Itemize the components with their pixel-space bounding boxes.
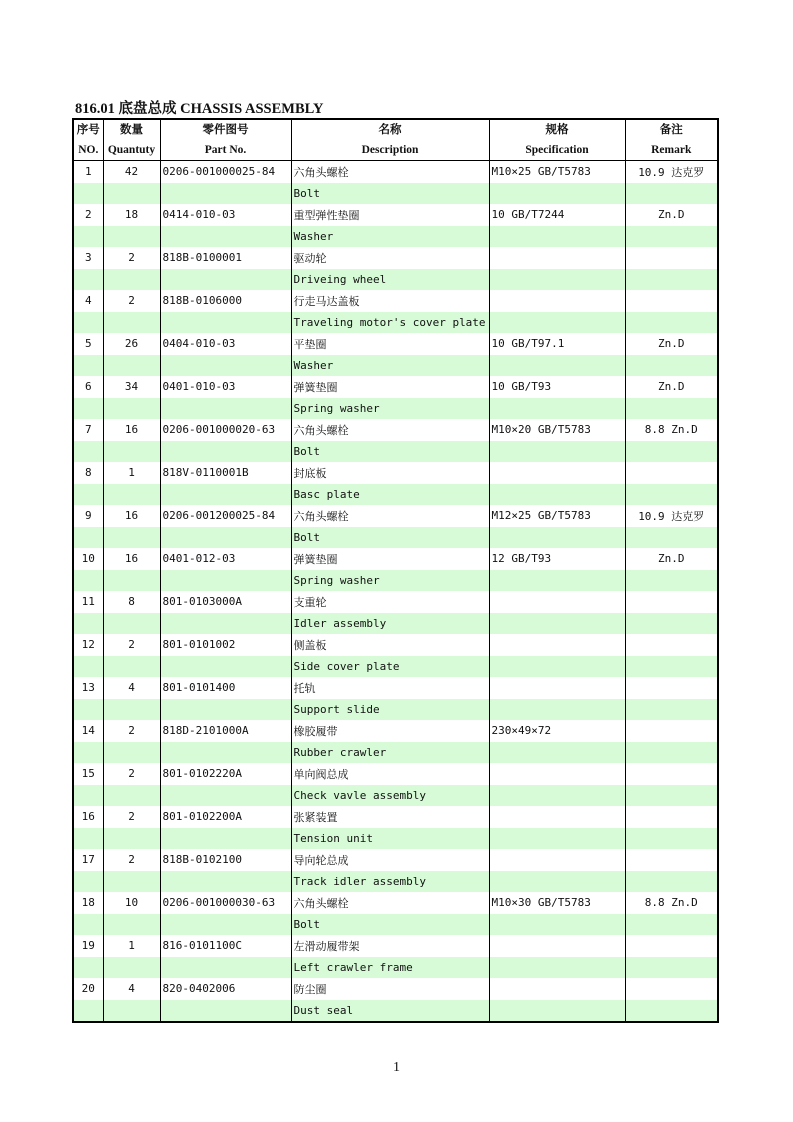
- cell-no: 8: [73, 462, 103, 484]
- table-row: [73, 376, 718, 398]
- cell-spec: 230×49×72: [489, 720, 625, 742]
- table-row-en: [73, 484, 718, 506]
- cell-part-no: 818B-0100001: [160, 247, 291, 269]
- cell-empty: [625, 914, 718, 936]
- cell-spec: [489, 806, 625, 828]
- header-part-en: Part No.: [160, 140, 291, 161]
- cell-qty: 10: [103, 892, 160, 914]
- cell-part-no: 0401-012-03: [160, 548, 291, 570]
- cell-empty: [625, 1000, 718, 1023]
- cell-spec: 10 GB/T97.1: [489, 333, 625, 355]
- cell-part-no: 801-0102220A: [160, 763, 291, 785]
- cell-spec: M10×20 GB/T5783: [489, 419, 625, 441]
- table-row: [73, 591, 718, 613]
- cell-empty: [73, 1000, 103, 1023]
- cell-no: 14: [73, 720, 103, 742]
- table-row-en: [73, 312, 718, 334]
- cell-desc-cn: 六角头螺栓: [291, 161, 489, 183]
- cell-empty: [160, 828, 291, 850]
- cell-remark: [625, 247, 718, 269]
- cell-desc-cn: 封底板: [291, 462, 489, 484]
- cell-empty: [160, 699, 291, 721]
- cell-qty: 26: [103, 333, 160, 355]
- cell-empty: [103, 484, 160, 506]
- cell-empty: [103, 785, 160, 807]
- cell-empty: [489, 355, 625, 377]
- cell-desc-en: Support slide: [291, 699, 489, 721]
- cell-qty: 42: [103, 161, 160, 183]
- cell-empty: [73, 312, 103, 334]
- table-row: [73, 935, 718, 957]
- cell-desc-en: Washer: [291, 226, 489, 248]
- cell-empty: [103, 527, 160, 549]
- cell-empty: [489, 1000, 625, 1023]
- cell-desc-en: Spring washer: [291, 398, 489, 420]
- table-row-en: [73, 871, 718, 893]
- cell-qty: 2: [103, 290, 160, 312]
- cell-empty: [160, 355, 291, 377]
- cell-part-no: 816-0101100C: [160, 935, 291, 957]
- cell-spec: M10×30 GB/T5783: [489, 892, 625, 914]
- cell-part-no: 0206-001000025-84: [160, 161, 291, 183]
- cell-qty: 2: [103, 763, 160, 785]
- cell-part-no: 0404-010-03: [160, 333, 291, 355]
- cell-no: 20: [73, 978, 103, 1000]
- table-row-en: [73, 613, 718, 635]
- cell-remark: Zn.D: [625, 333, 718, 355]
- cell-desc-en: Basc plate: [291, 484, 489, 506]
- header-qty-cn: 数量: [103, 119, 160, 140]
- table-row: [73, 548, 718, 570]
- header-desc-cn: 名称: [291, 119, 489, 140]
- cell-desc-en: Track idler assembly: [291, 871, 489, 893]
- cell-no: 1: [73, 161, 103, 183]
- cell-empty: [73, 699, 103, 721]
- cell-desc-cn: 侧盖板: [291, 634, 489, 656]
- table-row-en: [73, 828, 718, 850]
- cell-part-no: 0414-010-03: [160, 204, 291, 226]
- cell-empty: [160, 226, 291, 248]
- table-row: [73, 462, 718, 484]
- cell-empty: [160, 441, 291, 463]
- table-row-en: [73, 914, 718, 936]
- cell-qty: 8: [103, 591, 160, 613]
- cell-empty: [160, 957, 291, 979]
- cell-qty: 1: [103, 462, 160, 484]
- cell-empty: [103, 871, 160, 893]
- cell-empty: [625, 355, 718, 377]
- cell-desc-cn: 弹簧垫圈: [291, 376, 489, 398]
- table-row-en: [73, 656, 718, 678]
- cell-desc-cn: 左滑动履带架: [291, 935, 489, 957]
- cell-empty: [73, 656, 103, 678]
- header-qty-en: Quantuty: [103, 140, 160, 161]
- cell-desc-cn: 驱动轮: [291, 247, 489, 269]
- cell-empty: [103, 441, 160, 463]
- cell-empty: [73, 484, 103, 506]
- cell-desc-en: Bolt: [291, 914, 489, 936]
- cell-remark: Zn.D: [625, 548, 718, 570]
- header-row-en: [73, 140, 718, 161]
- cell-remark: 10.9 达克罗: [625, 505, 718, 527]
- cell-spec: [489, 462, 625, 484]
- header-remark-en: Remark: [625, 140, 718, 161]
- cell-spec: 12 GB/T93: [489, 548, 625, 570]
- cell-empty: [103, 957, 160, 979]
- cell-desc-en: Spring washer: [291, 570, 489, 592]
- cell-part-no: 818V-0110001B: [160, 462, 291, 484]
- cell-empty: [103, 828, 160, 850]
- table-row-en: [73, 957, 718, 979]
- table-row: [73, 247, 718, 269]
- cell-part-no: 818B-0102100: [160, 849, 291, 871]
- cell-empty: [160, 1000, 291, 1023]
- cell-no: 3: [73, 247, 103, 269]
- cell-no: 2: [73, 204, 103, 226]
- cell-no: 19: [73, 935, 103, 957]
- cell-desc-en: Bolt: [291, 527, 489, 549]
- cell-empty: [73, 398, 103, 420]
- cell-qty: 2: [103, 634, 160, 656]
- cell-desc-cn: 六角头螺栓: [291, 419, 489, 441]
- cell-no: 15: [73, 763, 103, 785]
- cell-remark: [625, 462, 718, 484]
- cell-empty: [73, 957, 103, 979]
- cell-empty: [625, 785, 718, 807]
- cell-desc-cn: 行走马达盖板: [291, 290, 489, 312]
- cell-empty: [160, 312, 291, 334]
- cell-spec: [489, 978, 625, 1000]
- cell-empty: [160, 613, 291, 635]
- cell-empty: [625, 828, 718, 850]
- table-row-en: [73, 570, 718, 592]
- cell-remark: [625, 763, 718, 785]
- cell-empty: [160, 785, 291, 807]
- cell-empty: [489, 613, 625, 635]
- cell-empty: [103, 183, 160, 205]
- cell-empty: [73, 828, 103, 850]
- header-spec-cn: 规格: [489, 119, 625, 140]
- table-row: [73, 763, 718, 785]
- cell-spec: M12×25 GB/T5783: [489, 505, 625, 527]
- cell-spec: M10×25 GB/T5783: [489, 161, 625, 183]
- table-row-en: [73, 398, 718, 420]
- cell-part-no: 818D-2101000A: [160, 720, 291, 742]
- cell-remark: [625, 720, 718, 742]
- cell-empty: [489, 527, 625, 549]
- cell-spec: [489, 849, 625, 871]
- cell-desc-cn: 六角头螺栓: [291, 892, 489, 914]
- table-row: [73, 720, 718, 742]
- table-row: [73, 290, 718, 312]
- cell-empty: [103, 699, 160, 721]
- cell-empty: [625, 699, 718, 721]
- cell-empty: [489, 742, 625, 764]
- cell-empty: [73, 527, 103, 549]
- cell-spec: [489, 591, 625, 613]
- cell-empty: [103, 914, 160, 936]
- table-row: [73, 892, 718, 914]
- cell-desc-cn: 防尘圈: [291, 978, 489, 1000]
- cell-empty: [160, 871, 291, 893]
- cell-part-no: 801-0103000A: [160, 591, 291, 613]
- parts-table: [72, 118, 719, 1023]
- cell-qty: 2: [103, 849, 160, 871]
- cell-qty: 16: [103, 548, 160, 570]
- cell-remark: [625, 978, 718, 1000]
- cell-no: 17: [73, 849, 103, 871]
- parts-table-body: [73, 161, 718, 1023]
- cell-empty: [625, 957, 718, 979]
- cell-desc-en: Side cover plate: [291, 656, 489, 678]
- cell-spec: [489, 677, 625, 699]
- cell-empty: [73, 441, 103, 463]
- cell-desc-en: Check vavle assembly: [291, 785, 489, 807]
- cell-qty: 16: [103, 419, 160, 441]
- cell-no: 6: [73, 376, 103, 398]
- cell-empty: [489, 699, 625, 721]
- table-row: [73, 419, 718, 441]
- cell-empty: [625, 871, 718, 893]
- cell-part-no: 0401-010-03: [160, 376, 291, 398]
- cell-empty: [625, 269, 718, 291]
- cell-qty: 4: [103, 677, 160, 699]
- cell-empty: [489, 785, 625, 807]
- cell-empty: [489, 226, 625, 248]
- cell-part-no: 820-0402006: [160, 978, 291, 1000]
- cell-no: 18: [73, 892, 103, 914]
- header-desc-en: Description: [291, 140, 489, 161]
- cell-empty: [103, 1000, 160, 1023]
- cell-remark: [625, 849, 718, 871]
- header-part-cn: 零件图号: [160, 119, 291, 140]
- cell-spec: 10 GB/T93: [489, 376, 625, 398]
- cell-spec: [489, 634, 625, 656]
- cell-desc-cn: 张紧装置: [291, 806, 489, 828]
- header-spec-en: Specification: [489, 140, 625, 161]
- cell-part-no: 818B-0106000: [160, 290, 291, 312]
- cell-empty: [489, 828, 625, 850]
- table-row-en: [73, 441, 718, 463]
- cell-qty: 18: [103, 204, 160, 226]
- header-no-cn: 序号: [73, 119, 103, 140]
- cell-empty: [73, 570, 103, 592]
- cell-no: 13: [73, 677, 103, 699]
- cell-empty: [73, 742, 103, 764]
- cell-desc-cn: 橡胶履带: [291, 720, 489, 742]
- cell-empty: [625, 742, 718, 764]
- cell-spec: [489, 763, 625, 785]
- page-title: 816.01 底盘总成 CHASSIS ASSEMBLY: [75, 101, 324, 117]
- cell-empty: [625, 312, 718, 334]
- cell-remark: Zn.D: [625, 376, 718, 398]
- cell-desc-cn: 单向阀总成: [291, 763, 489, 785]
- cell-empty: [160, 398, 291, 420]
- cell-spec: [489, 290, 625, 312]
- cell-part-no: 801-0102200A: [160, 806, 291, 828]
- cell-part-no: 0206-001200025-84: [160, 505, 291, 527]
- cell-empty: [489, 312, 625, 334]
- cell-no: 9: [73, 505, 103, 527]
- cell-empty: [73, 613, 103, 635]
- table-row-en: [73, 699, 718, 721]
- table-row-en: [73, 527, 718, 549]
- cell-no: 4: [73, 290, 103, 312]
- table-row: [73, 677, 718, 699]
- cell-desc-en: Bolt: [291, 183, 489, 205]
- cell-empty: [103, 656, 160, 678]
- cell-empty: [625, 226, 718, 248]
- cell-empty: [103, 613, 160, 635]
- cell-remark: [625, 806, 718, 828]
- header-row-cn: [73, 119, 718, 140]
- cell-remark: 8.8 Zn.D: [625, 419, 718, 441]
- cell-qty: 34: [103, 376, 160, 398]
- cell-qty: 1: [103, 935, 160, 957]
- table-row-en: [73, 1000, 718, 1023]
- cell-empty: [489, 183, 625, 205]
- cell-empty: [160, 570, 291, 592]
- cell-no: 11: [73, 591, 103, 613]
- cell-empty: [103, 398, 160, 420]
- cell-empty: [103, 742, 160, 764]
- cell-desc-cn: 重型弹性垫圈: [291, 204, 489, 226]
- cell-empty: [625, 613, 718, 635]
- cell-empty: [489, 484, 625, 506]
- cell-qty: 2: [103, 806, 160, 828]
- page-number: 1: [393, 1060, 400, 1075]
- cell-empty: [489, 957, 625, 979]
- cell-empty: [103, 226, 160, 248]
- cell-desc-en: Rubber crawler: [291, 742, 489, 764]
- cell-part-no: 801-0101400: [160, 677, 291, 699]
- cell-qty: 4: [103, 978, 160, 1000]
- cell-empty: [73, 785, 103, 807]
- cell-desc-en: Washer: [291, 355, 489, 377]
- cell-spec: [489, 935, 625, 957]
- cell-empty: [103, 269, 160, 291]
- cell-no: 7: [73, 419, 103, 441]
- cell-desc-cn: 弹簧垫圈: [291, 548, 489, 570]
- cell-empty: [160, 484, 291, 506]
- cell-part-no: 0206-001000030-63: [160, 892, 291, 914]
- cell-empty: [625, 570, 718, 592]
- table-row-en: [73, 742, 718, 764]
- cell-empty: [160, 527, 291, 549]
- table-row: [73, 849, 718, 871]
- cell-empty: [625, 527, 718, 549]
- cell-qty: 2: [103, 720, 160, 742]
- cell-empty: [73, 183, 103, 205]
- cell-no: 5: [73, 333, 103, 355]
- cell-empty: [489, 656, 625, 678]
- cell-remark: [625, 677, 718, 699]
- table-row-en: [73, 785, 718, 807]
- cell-desc-cn: 平垫圈: [291, 333, 489, 355]
- table-row: [73, 333, 718, 355]
- cell-empty: [625, 441, 718, 463]
- cell-empty: [103, 570, 160, 592]
- cell-remark: [625, 935, 718, 957]
- cell-no: 16: [73, 806, 103, 828]
- cell-part-no: 0206-001000020-63: [160, 419, 291, 441]
- cell-empty: [489, 570, 625, 592]
- table-row: [73, 204, 718, 226]
- cell-no: 10: [73, 548, 103, 570]
- cell-desc-en: Driveing wheel: [291, 269, 489, 291]
- table-row-en: [73, 183, 718, 205]
- cell-no: 12: [73, 634, 103, 656]
- cell-empty: [73, 269, 103, 291]
- cell-empty: [160, 656, 291, 678]
- cell-desc-en: Left crawler frame: [291, 957, 489, 979]
- cell-remark: Zn.D: [625, 204, 718, 226]
- cell-remark: [625, 290, 718, 312]
- cell-desc-cn: 支重轮: [291, 591, 489, 613]
- cell-remark: [625, 591, 718, 613]
- cell-remark: 8.8 Zn.D: [625, 892, 718, 914]
- cell-part-no: 801-0101002: [160, 634, 291, 656]
- table-row-en: [73, 269, 718, 291]
- table-row: [73, 806, 718, 828]
- cell-desc-cn: 六角头螺栓: [291, 505, 489, 527]
- header-no-en: NO.: [73, 140, 103, 161]
- cell-qty: 16: [103, 505, 160, 527]
- cell-empty: [73, 871, 103, 893]
- cell-desc-en: Tension unit: [291, 828, 489, 850]
- table-row-en: [73, 355, 718, 377]
- cell-empty: [73, 355, 103, 377]
- table-row: [73, 161, 718, 183]
- header-remark-cn: 备注: [625, 119, 718, 140]
- cell-empty: [489, 398, 625, 420]
- cell-remark: 10.9 达克罗: [625, 161, 718, 183]
- cell-empty: [489, 871, 625, 893]
- cell-empty: [160, 914, 291, 936]
- cell-spec: [489, 247, 625, 269]
- table-row: [73, 978, 718, 1000]
- cell-desc-en: Bolt: [291, 441, 489, 463]
- cell-empty: [625, 484, 718, 506]
- cell-spec: 10 GB/T7244: [489, 204, 625, 226]
- cell-desc-en: Dust seal: [291, 1000, 489, 1023]
- cell-desc-en: Idler assembly: [291, 613, 489, 635]
- cell-remark: [625, 634, 718, 656]
- cell-empty: [625, 656, 718, 678]
- cell-empty: [73, 226, 103, 248]
- cell-empty: [625, 183, 718, 205]
- cell-empty: [103, 312, 160, 334]
- cell-desc-cn: 导向轮总成: [291, 849, 489, 871]
- cell-desc-cn: 托轨: [291, 677, 489, 699]
- cell-empty: [160, 269, 291, 291]
- cell-empty: [160, 742, 291, 764]
- table-row-en: [73, 226, 718, 248]
- cell-empty: [160, 183, 291, 205]
- cell-empty: [73, 914, 103, 936]
- table-row: [73, 505, 718, 527]
- cell-qty: 2: [103, 247, 160, 269]
- cell-empty: [489, 269, 625, 291]
- cell-desc-en: Traveling motor's cover plate: [291, 312, 489, 334]
- cell-empty: [489, 441, 625, 463]
- cell-empty: [103, 355, 160, 377]
- table-row: [73, 634, 718, 656]
- cell-empty: [489, 914, 625, 936]
- cell-empty: [625, 398, 718, 420]
